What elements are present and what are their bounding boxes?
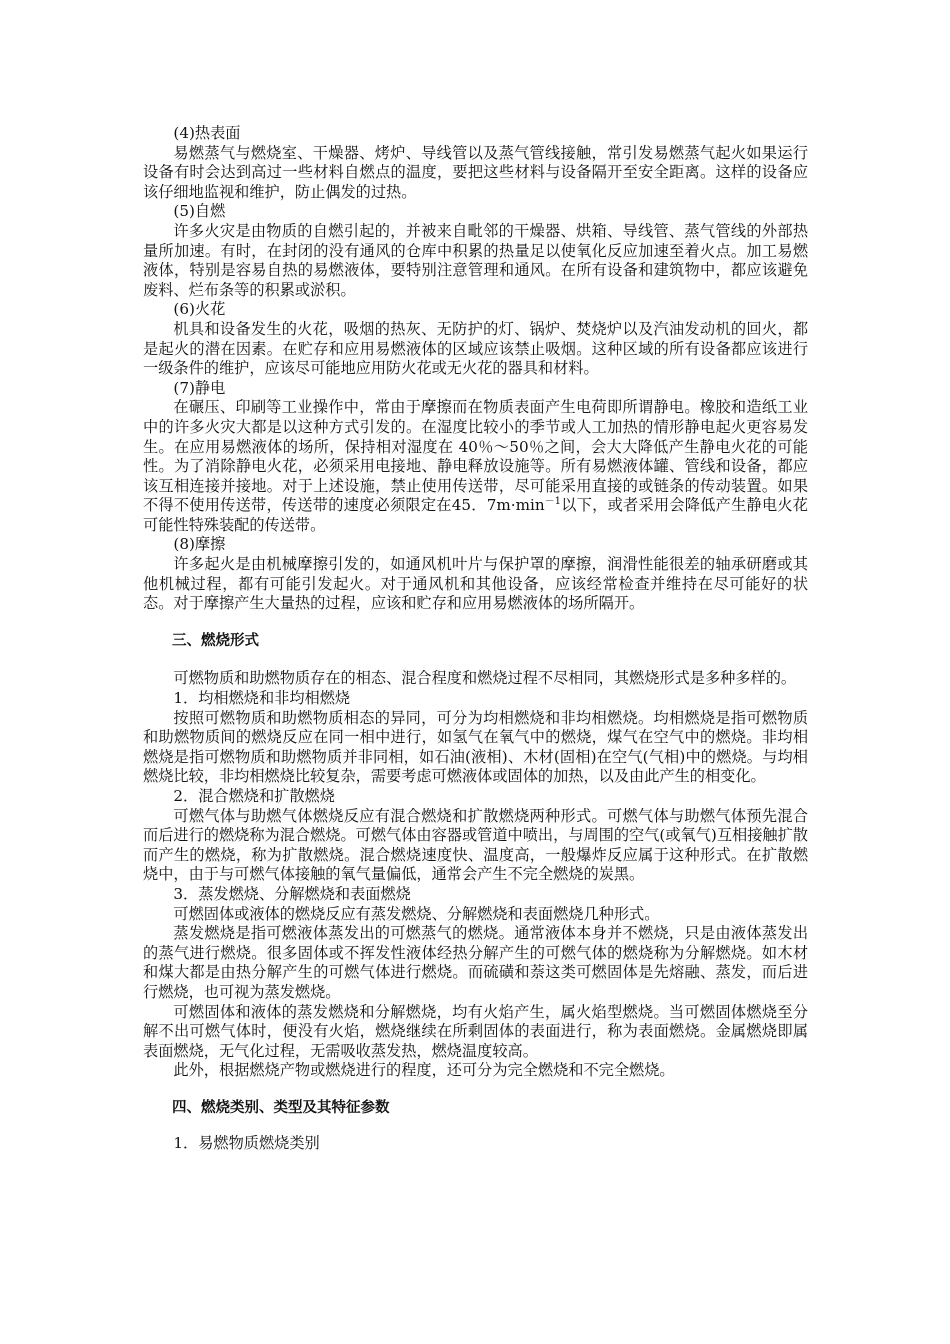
paragraph-spontaneous-combustion: 许多火灾是由物质的自燃引起的，并被来自毗邻的干燥器、烘箱、导线管、蒸气管线的外部热量所加速。有时，在封闭的没有通风的仓库中积累的热量足以使氧化反应加速至着火点。加工易燃液体，特别是容易自热的易燃液体，要特别注意管理和通风。在所有设备和建筑物中，都应该避免废料、烂布条等的积累或淤积。	[143, 221, 808, 299]
section-heading-friction: (8)摩擦	[173, 535, 226, 554]
chapter-heading-combustion-forms: 三、燃烧形式	[172, 632, 259, 649]
paragraph-surface-combustion: 可燃固体和液体的蒸发燃烧和分解燃烧，均有火焰产生，属火焰型燃烧。当可燃固体燃烧至分解不出可燃气体时，便没有火焰，燃烧继续在所剩固体的表面进行，称为表面燃烧。金属燃烧即属表面燃烧，无气化过程，无需吸收蒸发热，燃烧温度较高。	[143, 1002, 808, 1060]
subheading-mixed-diffusion-combustion: 2．混合燃烧和扩散燃烧	[173, 787, 335, 805]
static-text-part2: 以下，或者采用会降低产生静电火花可能性特殊装配的传送带。	[143, 496, 808, 534]
paragraph-mixed-diffusion-combustion: 可燃气体与助燃气体燃烧反应有混合燃烧和扩散燃烧两种形式。可燃气体与助燃气体预先混合而后进行的燃烧称为混合燃烧。可燃气体由容器或管道中喷出，与周围的空气(或氧气)互相接触扩散而产生的燃烧，称为扩散燃烧。混合燃烧速度快、温度高，一般爆炸反应属于这种形式。在扩散燃烧中，由于与可燃气体接触的氧气量偏低，通常会产生不完全燃烧的炭黑。	[143, 806, 808, 884]
document-page	[143, 124, 808, 1153]
paragraph-complete-combustion: 此外，根据燃烧产物或燃烧进行的程度，还可分为完全燃烧和不完全燃烧。	[173, 1061, 675, 1080]
paragraph-sparks: 机具和设备发生的火花，吸烟的热灰、无防护的灯、锅炉、焚烧炉以及汽油发动机的回火，都是起火的潜在因素。在贮存和应用易燃液体的区域应该禁止吸烟。这种区域的所有设备都应该进行一级条件的维护，应该尽可能地应用防火花或无火花的器具和材料。	[143, 319, 808, 378]
subheading-homogeneous-combustion: 1．均相燃烧和非均相燃烧	[173, 689, 351, 708]
paragraph-static-electricity	[143, 398, 808, 535]
paragraph-homogeneous-combustion: 按照可燃物质和助燃物质相态的异同，可分为均相燃烧和非均相燃烧。均相燃烧是指可燃物质和助燃物质间的燃烧反应在同一相中进行，如氢气在氧气中的燃烧，煤气在空气中的燃烧。非均相燃烧是指可燃物质和助燃物质并非同相，如石油(液相)、木材(固相)在空气(气相)中的燃烧。与均相燃烧比较，非均相燃烧比较复杂，需要考虑可燃液体或固体的加热，以及由此产生的相变化。	[143, 708, 808, 786]
section-heading-hot-surface: (4)热表面	[173, 124, 241, 142]
paragraph-combustion-forms-intro: 可燃物质和助燃物质存在的相态、混合程度和燃烧过程不尽相同，其燃烧形式是多种多样的。	[173, 669, 797, 688]
section-heading-spontaneous-combustion: (5)自燃	[173, 202, 226, 221]
subheading-flammable-categories: 1．易燃物质燃烧类别	[173, 1133, 320, 1152]
chapter-heading-combustion-categories: 四、燃烧类别、类型及其特征参数	[172, 1099, 390, 1116]
paragraph-hot-surface: 易燃蒸气与燃烧室、干燥器、烤炉、导线管以及蒸气管线接触，常引发易燃蒸气起火如果运行设备有时会达到高过一些材料自燃点的温度，要把这些材料与设备隔开至安全距离。这样的设备应该仔细地监视和维护，防止偶发的过热。	[143, 143, 808, 201]
paragraph-evaporation-details: 蒸发燃烧是指可燃液体蒸发出的可燃蒸气的燃烧。通常液体本身并不燃烧，只是由液体蒸发出的蒸气进行燃烧。很多固体或不挥发性液体经热分解产生的可燃气体的燃烧称为分解燃烧。如木材和煤大都是由热分解产生的可燃气体进行燃烧。而硫磺和萘这类可燃固体是先熔融、蒸发，而后进行燃烧，也可视为蒸发燃烧。	[143, 924, 808, 1001]
static-text-part1: 在碾压、印刷等工业操作中，常由于摩擦而在物质表面产生电荷即所谓静电。橡胶和造纸工业中的许多火灾大都是以这种方式引发的。在湿度比较小的季节或人工加热的情形静电起火更容易发生。在应用易燃液体的场所，保持相对湿度在 40％～50％之间，会大大降低产生静电火花的可能性。为了消除静电火花，必须采用电接地、静电释放设施等。所有易燃液体罐、管线和设备，都应该互相连接并接地。对于上述设施，禁止使用传送带，尽可能采用直接的或链条的传动装置。如果不得不使用传送带，传送带的速度必须限定在45．7m·min	[143, 398, 808, 515]
paragraph-friction: 许多起火是由机械摩擦引发的，如通风机叶片与保护罩的摩擦，润滑性能很差的轴承研磨或其他机械过程，都有可能引发起火。对于通风机和其他设备，应该经常检查并维持在尽可能好的状态。对于摩擦产生大量热的过程，应该和贮存和应用易燃液体的场所隔开。	[143, 555, 808, 613]
paragraph-evaporation-intro: 可燃固体或液体的燃烧反应有蒸发燃烧、分解燃烧和表面燃烧几种形式。	[173, 904, 660, 923]
subheading-evaporation-combustion: 3．蒸发燃烧、分解燃烧和表面燃烧	[173, 884, 411, 903]
static-text-superscript: －1	[544, 496, 562, 508]
section-heading-static-electricity: (7)静电	[173, 378, 226, 397]
section-heading-sparks: (6)火花	[173, 300, 226, 319]
